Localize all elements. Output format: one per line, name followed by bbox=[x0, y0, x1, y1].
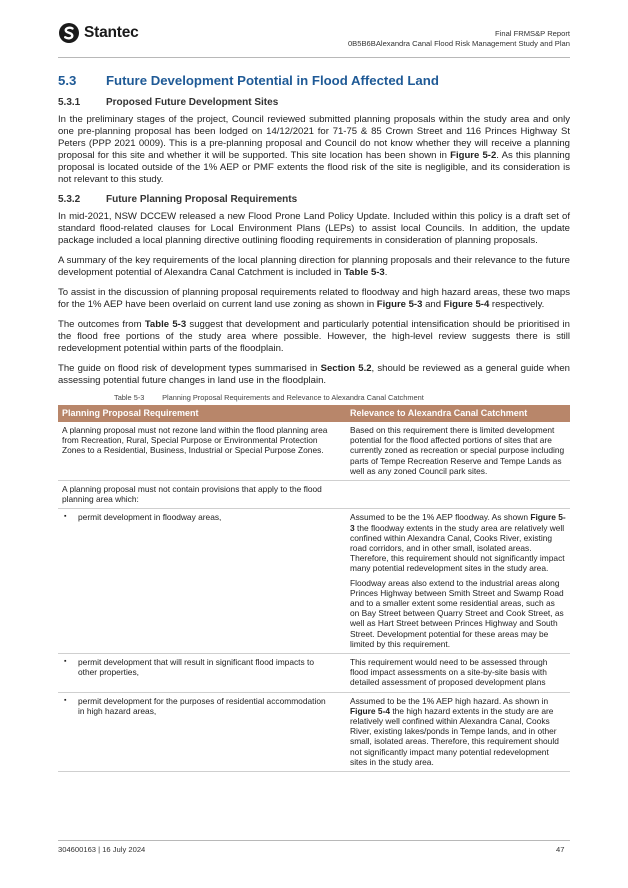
project-title: 0B5B6BAlexandra Canal Flood Risk Management Study and Plan bbox=[347, 39, 570, 48]
page-content bbox=[58, 73, 570, 772]
stantec-logo bbox=[58, 22, 139, 44]
figure-ref: Figure 5-2 bbox=[450, 150, 497, 161]
table-cell: Assumed to be the 1% AEP floodway. As shown Figure 5-3 the floodway extents in the study area are relatively well confined within Alexandra Canal, Cooks River, existing road corridors, and in other small, isolated areas. Therefore, this requirement should not significantly impact many potential redevelopment sites in the study area. Floodway areas also extend to the industrial areas along Princes Highway between Smith Street and Swamp Road and to a smaller extent some residential areas, such as on Bay Street between Quarry Street and Cook Street, as well as Hart Street between Princes Highway and South Street. Development potential for these areas may be limited by this requirement. bbox=[346, 509, 570, 654]
table-row bbox=[58, 692, 570, 771]
section-number: 5.3 bbox=[58, 73, 77, 88]
subsection-title: Proposed Future Development Sites bbox=[106, 97, 279, 108]
figure-ref: Figure 5-3 bbox=[350, 512, 566, 533]
table-ref: Table 5-3 bbox=[344, 267, 385, 278]
figure-ref: Figure 5-3 bbox=[376, 299, 423, 310]
stantec-logo-icon bbox=[58, 22, 80, 44]
footer-divider bbox=[58, 840, 570, 841]
section-title: Future Development Potential in Flood Affected Land bbox=[106, 73, 439, 88]
column-header: Relevance to Alexandra Canal Catchment bbox=[346, 405, 570, 422]
subsection-heading-1 bbox=[58, 97, 570, 108]
table-cell bbox=[346, 481, 570, 509]
page-number: 47 bbox=[556, 845, 565, 854]
table-title: Planning Proposal Requirements and Relevance to Alexandra Canal Catchment bbox=[162, 393, 424, 402]
table-cell: A planning proposal must not rezone land within the flood planning area from Recreation, Rural, Special Purpose or Environmental Protection Zones to a Residential, Business, Industrial or Special Purpose Zones. bbox=[58, 422, 346, 481]
table-caption bbox=[114, 393, 570, 402]
bullet-icon: ▪ bbox=[64, 696, 67, 704]
table-cell: ▪ permit development in floodway areas, bbox=[58, 509, 346, 654]
subsection-title: Future Planning Proposal Requirements bbox=[106, 194, 298, 205]
bullet-icon: ▪ bbox=[64, 658, 67, 666]
paragraph: In the preliminary stages of the project, Council reviewed submitted planning proposals within the study area and only one pre-planning proposal has been lodged on 14/12/2021 for 71-75 & 85 Crown Street and 116 Princes Highway St Peters (PPP 2021 0009). This is a pre-planning proposal and Council do not know whether they will receive a planning proposal for this site and whether it will be supported. This site location has been shown in Figure 5-2. As this planning proposal is located outside of the 1% AEP or PMF extents the flood risk of the site is negligible, and its consideration is not relevant to this study. bbox=[58, 114, 571, 185]
section-ref: Section 5.2 bbox=[320, 363, 372, 374]
table-cell: This requirement would need to be assessed through flood impact assessments on a site-by-site basis with detailed assessment of proposed development plans bbox=[346, 654, 570, 693]
table-cell: ▪ permit development that will result in significant flood impacts to other properties, bbox=[58, 654, 346, 693]
table-row bbox=[58, 509, 570, 654]
subsection-heading-2 bbox=[58, 194, 570, 205]
table-header-row bbox=[58, 405, 570, 422]
paragraph: In mid-2021, NSW DCCEW released a new Flood Prone Land Policy Update. Included within this policy is a draft set of standard flood-related clauses for Local Environment Plans (LEPs) to assist local Councils. In addition, the update package included a local planning directive outlining flooding requirements in consideration of planning proposals. bbox=[58, 211, 570, 246]
logo-text: Stantec bbox=[84, 24, 139, 41]
report-title: Final FRMS&P Report bbox=[495, 29, 570, 38]
subsection-number: 5.3.2 bbox=[58, 194, 81, 205]
column-header: Planning Proposal Requirement bbox=[58, 405, 346, 422]
page-header bbox=[58, 22, 570, 56]
table-number: Table 5-3 bbox=[114, 393, 145, 402]
header-info bbox=[348, 29, 570, 49]
paragraph: To assist in the discussion of planning proposal requirements related to floodway and high hazard areas, these two maps for the 1% AEP have been overlaid on current land use zoning as shown in Figure 5-3 and Figure 5-4 respectively. bbox=[58, 287, 570, 310]
subsection-number: 5.3.1 bbox=[58, 97, 81, 108]
table-ref: Table 5-3 bbox=[144, 319, 187, 330]
paragraph: The guide on flood risk of development types summarised in Section 5.2, should be reviewed as a general guide when assessing potential future changes in land use in the floodplain. bbox=[58, 363, 570, 386]
figure-ref: Figure 5-4 bbox=[443, 299, 490, 310]
bullet-icon: ▪ bbox=[64, 513, 67, 521]
paragraph: A summary of the key requirements of the local planning direction for planning proposals and their relevance to the future development potential of Alexandra Canal Catchment is included in Table 5-3. bbox=[58, 255, 570, 278]
paragraph: The outcomes from Table 5-3 suggest that development and particularly potential intensification should be prioritised in the flood free portions of the study area where possible. However, the high-level review suggests there is still redevelopment potential within parts of the floodplain. bbox=[58, 319, 570, 354]
table-cell: A planning proposal must not contain provisions that apply to the flood planning area which: bbox=[58, 481, 346, 509]
table-row bbox=[58, 654, 570, 693]
requirements-table bbox=[58, 405, 570, 772]
table-cell: ▪ permit development for the purposes of residential accommodation in high hazard areas, bbox=[58, 692, 346, 771]
table-cell: Based on this requirement there is limited development potential for the flood affected portions of sites that are currently zoned as recreation or special purpose including parts of Tempe Recreation Reserve and Tempe Lands as well as any zoned Council park sites. bbox=[346, 422, 570, 481]
table-cell: Assumed to be the 1% AEP high hazard. As shown in Figure 5-4 the high hazard extents in the study are are relatively well confined within Alexandra Canal, Cooks River, existing lakes/ponds in Tempe lands, and in other small, isolated areas. Therefore, this requirement should not significantly impact many potential redevelopment sites in the study area. bbox=[346, 692, 570, 771]
header-divider bbox=[58, 57, 570, 58]
table-row bbox=[58, 422, 570, 481]
section-heading bbox=[58, 73, 570, 88]
figure-ref: Figure 5-4 bbox=[350, 705, 391, 716]
table-row bbox=[58, 481, 570, 509]
document-reference: 304600163 | 16 July 2024 bbox=[58, 845, 146, 854]
